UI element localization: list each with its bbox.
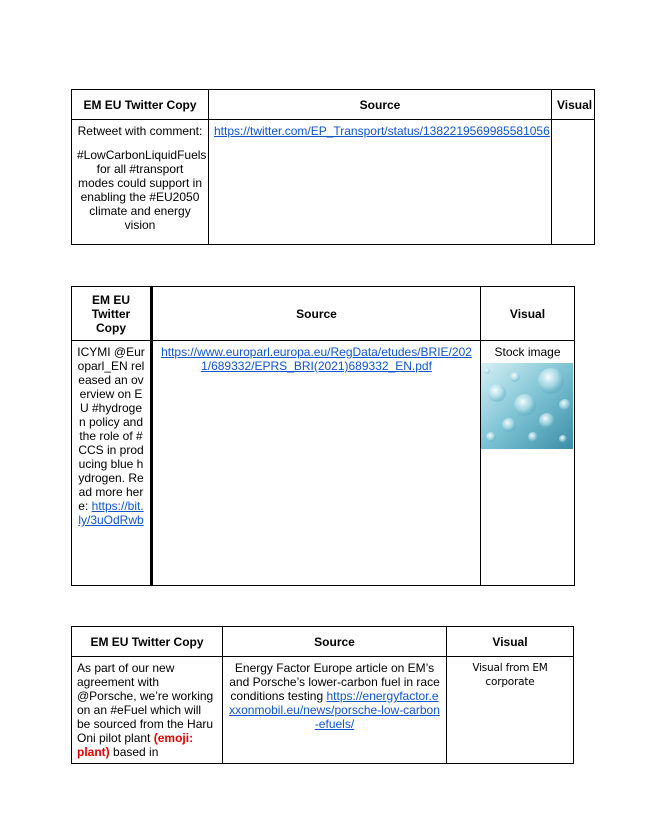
source-description: Energy Factor Europe article on EM’s and Porsche’s lower-carbon fuel in race conditions testing — [229, 661, 440, 703]
header-copy: EM EU Twitter Copy — [72, 287, 152, 341]
emoji-placeholder: (emoji: plant) — [77, 731, 194, 759]
source-cell — [209, 120, 552, 245]
header-copy: EM EU Twitter Copy — [72, 90, 209, 120]
header-copy: EM EU Twitter Copy — [72, 627, 223, 657]
header-source: Source — [152, 287, 481, 341]
source-link[interactable]: https://energyfactor.exxonmobil.eu/news/porsche-low-carbon-efuels/ — [229, 689, 440, 731]
header-visual: Visual — [552, 90, 595, 120]
copy-tail: based in — [113, 745, 159, 759]
header-visual: Visual — [447, 627, 574, 657]
copy-body: ICYMI @Europarl_EN released an overview on EU #hydrogen policy and the role of #CCS in producing blue hydrogen. Read more here: — [77, 345, 145, 513]
header-source: Source — [209, 90, 552, 120]
copy-cell — [72, 341, 152, 586]
source-link[interactable]: https://www.europarl.europa.eu/RegData/etudes/BRIE/2021/689332/EPRS_BRI(2021)689332_EN.pdf — [161, 345, 472, 373]
visual-cell — [552, 120, 595, 245]
source-link[interactable]: https://twitter.com/EP_Transport/status/1382219569985581056 — [214, 124, 550, 138]
visual-cell — [481, 341, 575, 586]
copy-body: #LowCarbonLiquidFuels for all #transport modes could support in enabling the #EU2050 climate and energy vision — [77, 148, 207, 232]
twitter-copy-table-2 — [71, 286, 575, 586]
visual-label: Stock image — [494, 345, 561, 359]
visual-cell: Visual from EM corporate — [447, 657, 574, 764]
twitter-copy-table-1 — [71, 89, 595, 245]
header-source: Source — [223, 627, 447, 657]
copy-intro: Retweet with comment: — [77, 124, 203, 138]
header-visual: Visual — [481, 287, 575, 341]
copy-body: As part of our new agreement with @Porsche, we’re working on an #eFuel which will be sourced from the Haru Oni pilot plant — [77, 661, 214, 745]
copy-short-link[interactable]: https://bit.ly/3uOdRwb — [78, 499, 144, 527]
source-cell — [223, 657, 447, 764]
twitter-copy-table-3 — [71, 626, 574, 764]
hydrogen-bubbles-stock-image — [481, 363, 573, 449]
copy-cell — [72, 120, 209, 245]
copy-cell — [72, 657, 223, 764]
source-cell — [152, 341, 481, 586]
